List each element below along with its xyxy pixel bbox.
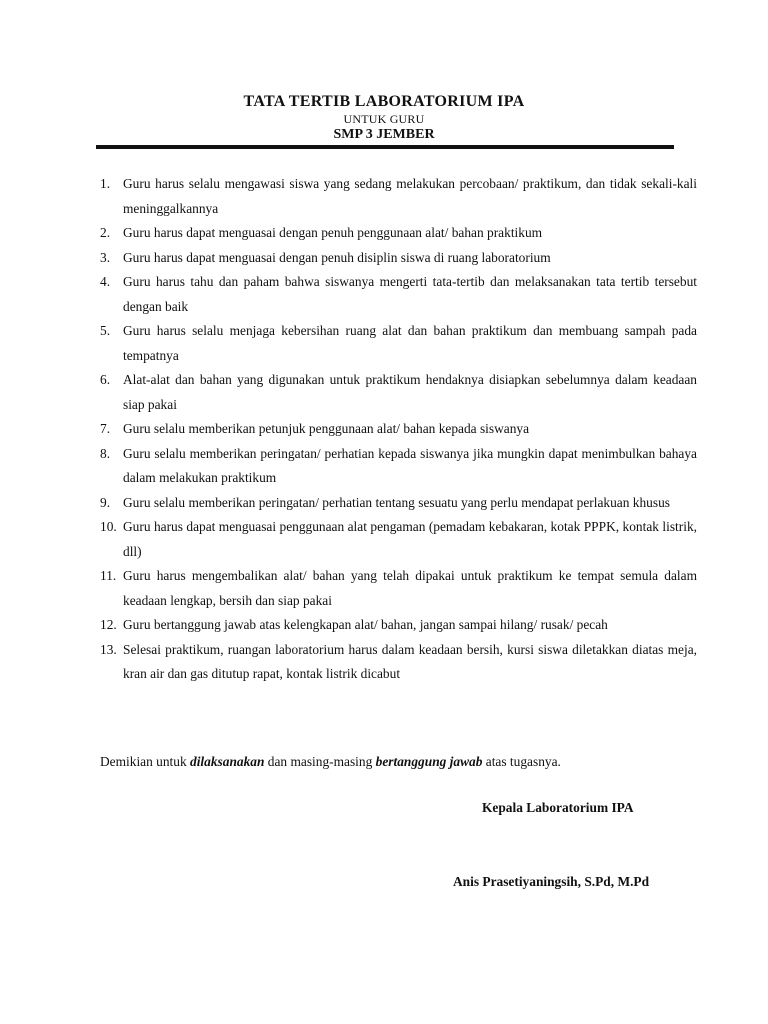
rule-number: 12.	[100, 617, 117, 632]
header-divider	[96, 145, 674, 149]
closing-statement	[100, 750, 700, 774]
closing-text-1: Demikian untuk	[100, 754, 191, 769]
closing-emphasis-1: dilaksanakan	[190, 754, 265, 769]
closing-text-2: dan masing-masing	[264, 754, 376, 769]
rule-text: Guru harus dapat menguasai dengan penuh disiplin siswa di ruang laboratorium	[123, 249, 551, 265]
rule-text: Guru harus dapat menguasai penggunaan alat pengaman (pemadam kebakaran, kotak PPPK, kontak listrik, dll)	[123, 519, 697, 559]
rule-item	[100, 270, 697, 319]
rule-number: 5.	[100, 323, 111, 338]
rule-number: 1.	[100, 176, 111, 191]
rule-item	[100, 319, 697, 368]
rule-text: Guru harus tahu dan paham bahwa siswanya mengerti tata-tertib dan melaksanakan tata tertib tersebut dengan baik	[123, 274, 697, 314]
rule-text: Guru harus dapat menguasai dengan penuh penggunaan alat/ bahan praktikum	[123, 225, 543, 240]
signature-title: Kepala Laboratorium IPA	[482, 800, 634, 815]
rule-number: 3.	[100, 249, 111, 265]
rule-item	[100, 417, 697, 442]
rule-text: Alat-alat dan bahan yang digunakan untuk praktikum hendaknya disiapkan sebelumnya dalam keadaan siap pakai	[123, 372, 697, 412]
rule-number: 6.	[100, 372, 111, 387]
rule-text: Guru bertanggung jawab atas kelengkapan alat/ bahan, jangan sampai hilang/ rusak/ pecah	[123, 617, 608, 632]
rule-item	[100, 172, 697, 221]
school-name: SMP 3 JEMBER	[333, 127, 435, 142]
rule-number: 10.	[100, 519, 117, 534]
closing-emphasis-2: bertanggung jawab	[375, 754, 483, 769]
rule-item	[100, 564, 697, 613]
document-subtitle: UNTUK GURU	[343, 112, 425, 126]
rule-item	[100, 442, 697, 491]
signature-name: Anis Prasetiyaningsih, S.Pd, M.Pd	[453, 874, 650, 889]
rule-text: Guru selalu memberikan peringatan/ perhatian kepada siswanya jika mungkin dapat menimbulkan bahaya dalam melakukan praktikum	[123, 445, 697, 485]
rule-text: Selesai praktikum, ruangan laboratorium harus dalam keadaan bersih, kursi siswa diletakkan diatas meja, kran air dan gas ditutup rapat, kontak listrik dicabut	[123, 641, 697, 681]
rule-item	[100, 246, 697, 271]
rule-item	[100, 613, 697, 638]
rule-item	[100, 221, 697, 246]
document-title: TATA TERTIB LABORATORIUM IPA	[243, 93, 525, 110]
rule-number: 7.	[100, 421, 111, 436]
rules-list	[100, 172, 697, 687]
rule-text: Guru harus selalu mengawasi siswa yang sedang melakukan percobaan/ praktikum, dan tidak sekali-kali meninggalkannya	[123, 176, 697, 216]
rule-item	[100, 515, 697, 564]
rule-text: Guru harus selalu menjaga kebersihan ruang alat dan bahan praktikum dan membuang sampah pada tempatnya	[123, 323, 697, 363]
rule-text: Guru selalu memberikan peringatan/ perhatian tentang sesuatu yang perlu mendapat perlakuan khusus	[123, 494, 670, 510]
rule-text: Guru selalu memberikan petunjuk penggunaan alat/ bahan kepada siswanya	[123, 421, 530, 436]
closing-text-3: atas tugasnya.	[482, 754, 561, 769]
rule-item	[100, 368, 697, 417]
rule-number: 13.	[100, 641, 117, 657]
rule-number: 2.	[100, 225, 111, 240]
rule-number: 4.	[100, 274, 111, 289]
rule-number: 9.	[100, 494, 111, 510]
rule-text: Guru harus mengembalikan alat/ bahan yang telah dipakai untuk praktikum ke tempat semula dalam keadaan lengkap, bersih dan siap pakai	[123, 568, 697, 608]
rule-item	[100, 638, 697, 687]
rule-number: 11.	[100, 568, 117, 583]
rule-item	[100, 491, 697, 516]
rule-number: 8.	[100, 445, 111, 461]
